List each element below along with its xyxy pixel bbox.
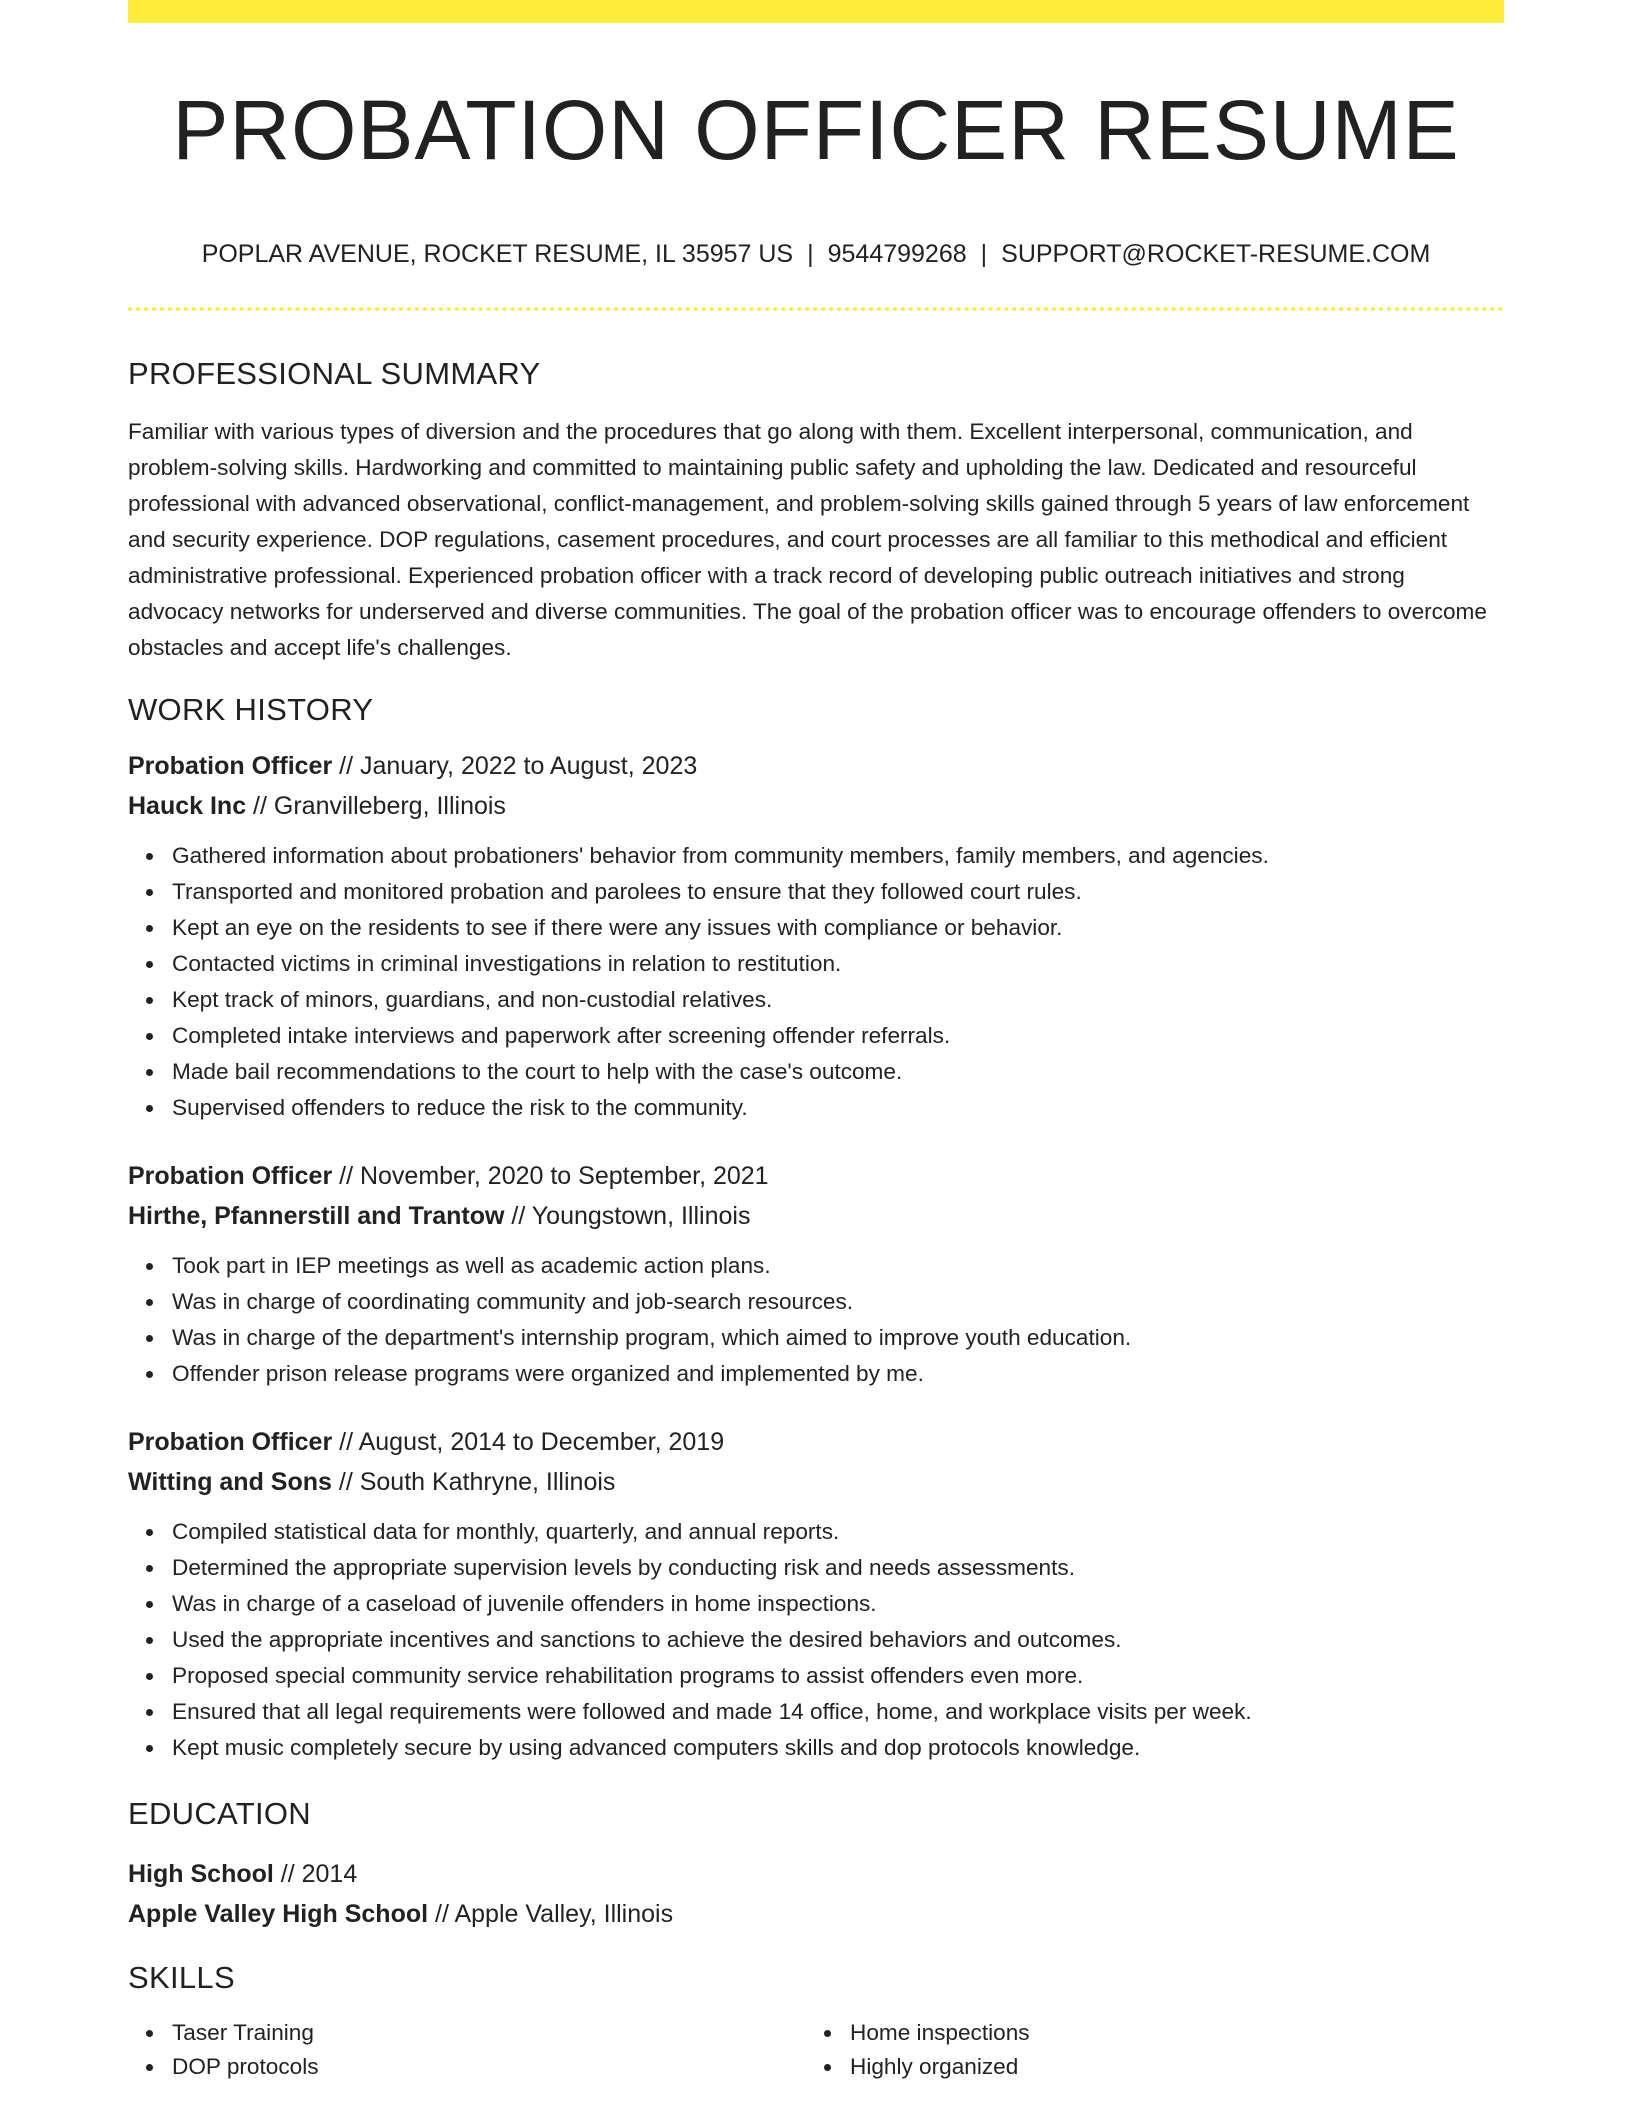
resume-content — [128, 352, 1504, 2084]
list-item: Highly organized — [850, 2050, 1030, 2084]
job-entry — [128, 1156, 1504, 1392]
list-item: Took part in IEP meetings as well as academic action plans. — [172, 1248, 1504, 1284]
job-role: Probation Officer — [128, 1428, 333, 1456]
job-location: // Granvilleberg, Illinois — [246, 792, 506, 820]
list-item: Kept music completely secure by using advanced computers skills and dop protocols knowledge. — [172, 1730, 1504, 1766]
list-item: Transported and monitored probation and parolees to ensure that they followed court rules. — [172, 874, 1504, 910]
work-history-heading: WORK HISTORY — [128, 692, 374, 727]
skills-list — [128, 2016, 1504, 2084]
job-company: Hauck Inc — [128, 792, 247, 820]
education-year: // 2014 — [273, 1860, 358, 1888]
job-dates: // November, 2020 to September, 2021 — [332, 1162, 769, 1190]
summary-text: Familiar with various types of diversion and the procedures that go along with them. Excellent interpersonal, communication, and problem-solving skills. Hardworking and committed to maintaining public safety and upholding the law. Dedicated and resourceful professional with advanced observational, conflict-management, and problem-solving skills gained through 5 years of law enforcement and security experience. DOP regulations, casement procedures, and court processes are all familiar to this methodical and efficient administrative professional. Experienced probation officer with a track record of developing public outreach initiatives and strong advocacy networks for underserved and diverse communities. The goal of the probation officer was to encourage offenders to overcome obstacles and accept life's challenges. — [128, 419, 1487, 660]
list-item: Supervised offenders to reduce the risk to the community. — [172, 1090, 1504, 1126]
list-item: Gathered information about probationers' behavior from community members, family members, and agencies. — [172, 838, 1504, 874]
list-item: Completed intake interviews and paperwork after screening offender referrals. — [172, 1018, 1504, 1054]
job-dates: // August, 2014 to December, 2019 — [332, 1428, 725, 1456]
dotted-divider — [128, 307, 1504, 311]
job-entry — [128, 1422, 1504, 1766]
job-bullets — [172, 838, 1504, 1126]
list-item: Home inspections — [850, 2016, 1030, 2050]
skills-column-right — [850, 2016, 1030, 2084]
skills-heading: SKILLS — [128, 1960, 235, 1995]
job-dates: // January, 2022 to August, 2023 — [332, 752, 698, 780]
education-school: Apple Valley High School — [128, 1900, 429, 1928]
list-item: Compiled statistical data for monthly, quarterly, and annual reports. — [172, 1514, 1504, 1550]
summary-heading: PROFESSIONAL SUMMARY — [128, 356, 541, 391]
list-item: Kept an eye on the residents to see if there were any issues with compliance or behavior. — [172, 910, 1504, 946]
education-degree: High School — [128, 1860, 274, 1888]
job-company: Witting and Sons — [128, 1468, 332, 1496]
list-item: Was in charge of coordinating community and job-search resources. — [172, 1284, 1504, 1320]
list-item: Determined the appropriate supervision levels by conducting risk and needs assessments. — [172, 1550, 1504, 1586]
list-item: Was in charge of a caseload of juvenile offenders in home inspections. — [172, 1586, 1504, 1622]
list-item: Offender prison release programs were organized and implemented by me. — [172, 1356, 1504, 1392]
job-bullets — [172, 1514, 1504, 1766]
education-degree-line — [128, 1854, 1504, 1894]
list-item: DOP protocols — [172, 2050, 806, 2084]
contact-separator: | — [980, 240, 988, 268]
list-item: Proposed special community service rehabilitation programs to assist offenders even more. — [172, 1658, 1504, 1694]
list-item: Contacted victims in criminal investigations in relation to restitution. — [172, 946, 1504, 982]
list-item: Kept track of minors, guardians, and non-custodial relatives. — [172, 982, 1504, 1018]
job-bullets — [172, 1248, 1504, 1392]
list-item: Ensured that all legal requirements were followed and made 14 office, home, and workplace visits per week. — [172, 1694, 1504, 1730]
education-school-line — [128, 1894, 1504, 1934]
job-title-line — [128, 1156, 1504, 1196]
education-location: // Apple Valley, Illinois — [428, 1900, 674, 1928]
list-item: Was in charge of the department's internship program, which aimed to improve youth education. — [172, 1320, 1504, 1356]
contact-address: POPLAR AVENUE, ROCKET RESUME, IL 35957 US — [201, 240, 794, 268]
education-heading: EDUCATION — [128, 1796, 311, 1831]
contact-email[interactable]: SUPPORT@ROCKET-RESUME.COM — [1001, 240, 1431, 268]
job-title-line — [128, 746, 1504, 786]
list-item: Taser Training — [172, 2016, 806, 2050]
job-location: // Youngstown, Illinois — [504, 1202, 751, 1230]
job-role: Probation Officer — [128, 752, 333, 780]
skills-column-left — [172, 2016, 806, 2084]
job-role: Probation Officer — [128, 1162, 333, 1190]
list-item: Made bail recommendations to the court to help with the case's outcome. — [172, 1054, 1504, 1090]
contact-phone: 9544799268 — [827, 240, 967, 268]
job-company: Hirthe, Pfannerstill and Trantow — [128, 1202, 505, 1230]
list-item: Used the appropriate incentives and sanctions to achieve the desired behaviors and outcomes. — [172, 1622, 1504, 1658]
job-title-line — [128, 1422, 1504, 1462]
resume-page — [128, 0, 1504, 2112]
contact-line — [128, 236, 1504, 272]
job-company-line — [128, 1462, 1504, 1502]
job-entry — [128, 746, 1504, 1126]
job-location: // South Kathryne, Illinois — [331, 1468, 616, 1496]
resume-title: PROBATION OFFICER RESUME — [172, 83, 1460, 177]
job-company-line — [128, 1196, 1504, 1236]
education-entry — [128, 1854, 1504, 1934]
contact-separator: | — [807, 240, 814, 268]
job-company-line — [128, 786, 1504, 826]
accent-top-bar — [128, 0, 1504, 23]
